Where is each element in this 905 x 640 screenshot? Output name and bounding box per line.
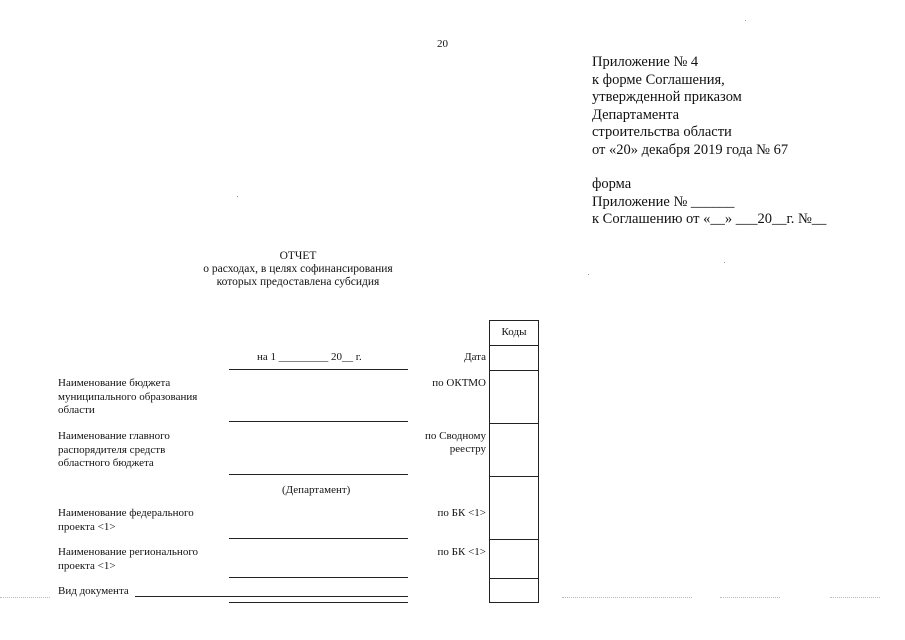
label-budget-name: Наименование бюджета муниципального образования области	[58, 377, 198, 416]
label-bk-regional: по БК <1>	[437, 546, 486, 558]
form-line: форма	[592, 176, 632, 192]
label-regional-project: Наименование регионального проекта <1>	[58, 546, 199, 572]
scan-speck	[724, 262, 725, 263]
appendix-line: к форме Соглашения,	[592, 71, 725, 88]
fill-line	[229, 474, 408, 475]
report-title: ОТЧЕТ	[279, 250, 317, 262]
scan-artifact	[720, 597, 780, 598]
appendix-line: утвержденной приказом	[592, 89, 742, 105]
codes-row-divider	[490, 345, 538, 346]
scan-speck	[237, 196, 238, 197]
codes-header: Коды	[501, 326, 527, 338]
label-oktmo: по ОКТМО	[432, 377, 486, 389]
codes-row-divider	[490, 578, 538, 579]
report-date-line: на 1 _________ 20__ г.	[257, 351, 362, 363]
fill-line	[229, 538, 408, 539]
page-number: 20	[437, 38, 448, 50]
label-svod-reestr-1: по Сводному	[424, 430, 486, 442]
appendix-line: строительства области	[592, 124, 732, 140]
label-date: Дата	[464, 351, 486, 363]
label-federal-project: Наименование федерального проекта <1>	[58, 507, 194, 533]
codes-table	[489, 320, 539, 603]
label-bk-federal: по БК <1>	[437, 507, 486, 519]
label-document-type: Вид документа	[58, 585, 129, 597]
form-line: к Соглашению от «__» ___20__г. №__	[592, 211, 827, 227]
codes-row-divider	[490, 476, 538, 477]
scan-artifact	[562, 597, 692, 598]
fill-line	[229, 577, 408, 578]
codes-row-divider	[490, 423, 538, 424]
appendix-line: Приложение № 4	[592, 54, 699, 70]
report-subtitle: о расходах, в целях софинансирования	[203, 263, 393, 275]
appendix-header	[592, 54, 788, 159]
fill-line	[135, 596, 408, 597]
codes-row-divider	[490, 539, 538, 540]
appendix-line: Департамента	[592, 106, 680, 123]
appendix-line: от «20» декабря 2019 года № 67	[592, 141, 789, 158]
form-header	[592, 176, 826, 229]
report-title-block	[0, 250, 596, 289]
scan-artifact	[0, 597, 50, 598]
codes-row-divider	[490, 370, 538, 371]
fill-line	[229, 421, 408, 422]
fill-line	[229, 369, 408, 370]
form-line: Приложение № ______	[592, 193, 735, 210]
scan-artifact	[830, 597, 880, 598]
scan-speck	[745, 20, 746, 21]
report-subtitle: которых предоставлена субсидия	[216, 276, 380, 288]
label-main-distributor: Наименование главного распорядителя средств областного бюджета	[58, 430, 170, 469]
fill-line	[229, 602, 408, 603]
label-svod-reestr-2: реестру	[449, 443, 486, 455]
scan-speck	[588, 274, 589, 275]
label-department: (Департамент)	[282, 484, 351, 496]
